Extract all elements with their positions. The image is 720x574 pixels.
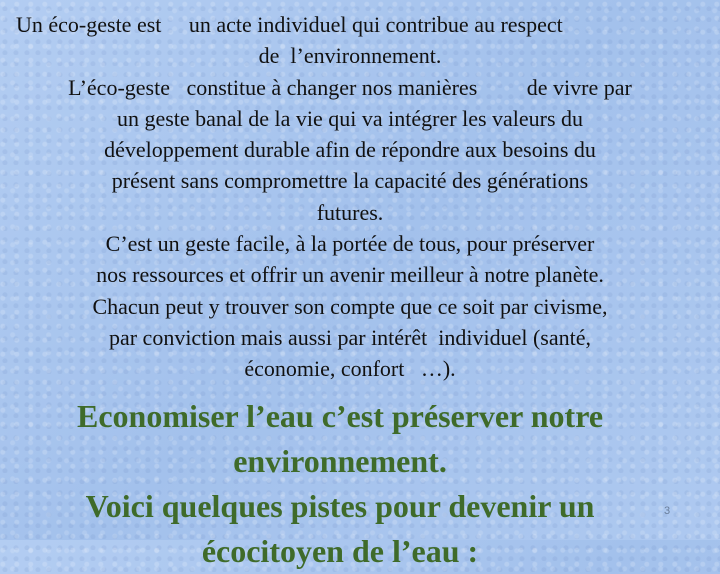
paragraph-line: de l’environnement. [258,43,442,69]
paragraph-line: L’éco-geste constitue à changer nos manières de vivre par [68,74,632,100]
paragraph-line: nos ressources et offrir un avenir meilleur à notre planète. [96,262,604,288]
paragraph-line: Chacun peut y trouver son compte que ce soit par civisme, [92,293,608,319]
page-number: 3 [664,505,671,517]
heading-line: écocitoyen de l’eau : [201,533,479,569]
paragraph-line: par conviction mais aussi par intérêt individuel (santé, [108,324,592,350]
paragraph-line: économie, confort …). [244,356,456,382]
heading-line: Voici quelques pistes pour devenir un [85,488,595,524]
paragraph-line: Un éco-geste est un acte individuel qui contribue au respect [16,12,563,37]
paragraph-line: C’est un geste facile, à la portée de tous, pour préserver [105,231,595,257]
paragraph-line: un geste banal de la vie qui va intégrer les valeurs du [116,105,584,131]
economiser-eau-heading [20,394,660,574]
paragraph-line: développement durable afin de répondre aux besoins du [104,137,596,163]
heading-line: Economiser l’eau c’est préserver notre [76,398,604,434]
eco-geste-paragraph [10,9,690,385]
paragraph-line: futures. [316,199,384,225]
paragraph-line: présent sans compromettre la capacité des générations [111,168,589,194]
heading-line: environnement. [233,443,447,479]
